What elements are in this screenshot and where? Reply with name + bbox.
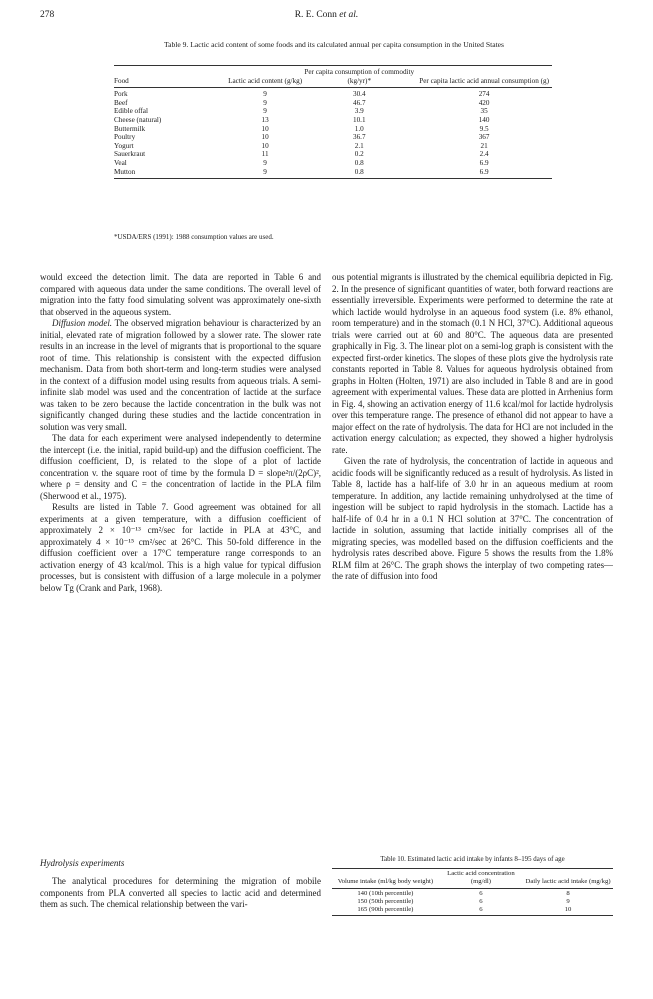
table-cell: 6 <box>479 898 483 906</box>
table-cell: 9 <box>263 98 267 107</box>
table-cell: 6 <box>439 906 523 916</box>
table-cell: 36.7 <box>352 133 366 142</box>
table-row <box>114 168 552 179</box>
paragraph: Given the rate of hydrolysis, the concentration of lactide in aqueous and acidic foods will be significantly reduced as a result of hydrolysis. As listed in Table 8, lactide has a half-life of 3.0 hr in an aqueous medium at room temperature. In addition, any lactide remaining unhydrolysed at the time of ingestion will be subject to rapid hydrolysis in the stomach. Lactide has a half-life of 0.4 hr in a 0.1 N HCl solution at 37°C. The concentration of lactide in solution, assuming that lactide initially comprises all of the migrating species, was modelled based on the diffusion coefficients and the hydrolysis rates described above. Figure 5 shows the results from the 1.8% RLM film at 26°C. The graph shows the interplay of two competing rates—the rate of diffusion into food <box>332 456 613 581</box>
left-column <box>40 272 321 594</box>
table-cell: 0.8 <box>302 168 416 179</box>
table-cell: 9 <box>263 107 267 116</box>
running-head: R. E. Conn et al. <box>294 10 359 20</box>
table-cell: 140 (10th percentile) <box>357 890 414 898</box>
table10 <box>332 868 613 916</box>
table-cell: 2.4 <box>479 150 489 159</box>
section-heading: Hydrolysis experiments <box>40 858 125 868</box>
table-cell: 150 (50th percentile) <box>357 898 414 906</box>
table10-header-volume: Volume intake (ml/kg body weight) <box>332 869 439 888</box>
table-cell: 2.1 <box>354 141 364 150</box>
table-row <box>114 159 552 168</box>
table9-header-commodity: Per capita consumption of commodity (kg/yr)* <box>302 66 416 87</box>
left-column-bottom <box>40 876 321 911</box>
table-cell: 140 <box>478 115 490 124</box>
table-row <box>332 889 613 899</box>
paragraph: ous potential migrants is illustrated by the chemical equilibria depicted in Fig. 2. In the presence of significant quantities of water, both forward reactions are essentially irreversible. Experiments were performed to determine the rate at which lactide would hydrolyse in an aqueous food system (i.e. 8% ethanol, room temperature) and in the stomach (0.1 N HCl, 37°C). Additional aqueous trials were carried out at 60 and 80°C. The aqueous data are presented graphically in Fig. 3. The linear plot on a semi-log graph is consistent with the expected first-order kinetics. The slopes of these plots give the hydrolysis rate constants reported in Table 8. Values for aqueous hydrolysis obtained from graphs in Holten (Holten, 1971) are also included in Table 8 and are in good agreement with experimental values. These data are plotted in Arrhenius form in Fig. 4, showing an activation energy of 11.6 kcal/mol for lactide hydrolysis over this temperature range. The presence of ethanol did not appear to have a major effect on the rate of hydrolysis. The data for HCl are not included in the activation energy calculation; as expected, they showed a higher hydrolysis rate. <box>332 272 613 455</box>
page-header <box>0 10 653 26</box>
paragraph: would exceed the detection limit. The data are reported in Table 6 and compared with aqueous data under the same conditions. The overall level of migration into the fatty food simulating solvent was approximately one-sixth that observed in the aqueous system. <box>40 272 321 317</box>
table-cell: 9.5 <box>479 124 489 133</box>
table10-header-daily: Daily lactic acid intake (mg/kg) <box>523 869 613 888</box>
table-cell: 1.0 <box>354 124 364 133</box>
table-cell: 274 <box>478 90 490 99</box>
table10-header-concentration: Lactic acid concentration (mg/dl) <box>439 869 523 888</box>
table-row <box>114 125 552 134</box>
right-column <box>332 272 613 583</box>
table-cell: Beef <box>114 98 128 107</box>
table-cell: Veal <box>114 158 127 167</box>
table-row <box>114 133 552 142</box>
paragraph-lead: Diffusion model. <box>52 318 113 328</box>
table-cell: Cheese (natural) <box>114 115 162 124</box>
table-row <box>114 150 552 159</box>
table-cell: 21 <box>480 141 488 150</box>
table-cell: 6.9 <box>479 158 489 167</box>
table-cell: Buttermilk <box>114 124 146 133</box>
table-cell: 8 <box>566 890 570 898</box>
table-cell: 10.1 <box>352 115 366 124</box>
paragraph: Results are listed in Table 7. Good agreement was obtained for all experiments at a given temperature, with a diffusion coefficient of approximately 2 × 10⁻¹³ cm²/sec for lactide in PLA at 43°C, and approximately 4 × 10⁻¹⁵ cm²/sec at 26°C. This 50-fold difference in the diffusion coefficient over a 17°C temperature range corresponds to an activation energy of 43 kcal/mol. This is a high value for typical diffusion processes, but is consistent with diffusion of a large molecule in a polymer below Tg (Crank and Park, 1968). <box>40 502 321 593</box>
table-cell: 30.4 <box>352 90 366 99</box>
paragraph: Diffusion model. The observed migration behaviour is characterized by an initial, elevated rate of migration followed by a slower rate. The slower rate results in an increase in the level of migrants that is proportional to the square root of time. This relationship is consistent with the expected diffusion mechanism. Data from both short-term and long-term studies were analysed in the context of a diffusion model using results from aqueous trials. A semi-infinite slab model was used and the concentration of lactide at the surface was taken to be zero because the lactide concentration in the bulk was not significantly changed during these studies and the lactide concentration in solution was very small. <box>40 318 321 432</box>
page-number: 278 <box>40 10 55 20</box>
table-cell: 6.9 <box>416 168 552 179</box>
table-cell: 420 <box>478 98 490 107</box>
table-cell: 10 <box>523 906 613 916</box>
table-row <box>332 906 613 916</box>
table-cell: 35 <box>480 107 488 116</box>
table9-caption: Table 9. Lactic acid content of some foods and its calculated annual per capita consumption in the United States <box>163 40 505 49</box>
table-row <box>114 88 552 99</box>
table-cell: Poultry <box>114 133 136 142</box>
table-row <box>332 898 613 906</box>
table9-header-annual: Per capita lactic acid annual consumption (g) <box>416 66 552 87</box>
table-cell: 11 <box>261 150 269 159</box>
table9 <box>114 65 552 179</box>
table9-header-content: Lactic acid content (g/kg) <box>228 66 302 87</box>
table-cell: 9 <box>228 168 302 179</box>
table-cell: 10 <box>261 124 269 133</box>
paragraph: The data for each experiment were analysed independently to determine the intercept (i.e. the initial, rapid build-up) and the diffusion coefficient. The diffusion coefficient, D, is related to the slope of a plot of lactide concentration v. the square root of time by the formula D = slope²π/(2ρC)², where ρ = density and C = the concentration of lactide in the PLA film (Sherwood et al., 1975). <box>40 433 321 501</box>
table-row <box>114 107 552 116</box>
table-cell: Sauerkraut <box>114 150 146 159</box>
table-cell: Edible offal <box>114 107 148 116</box>
table-cell: 46.7 <box>352 98 366 107</box>
table-cell: Yogurt <box>114 141 134 150</box>
table-cell: 0.8 <box>354 158 364 167</box>
table-cell: 9 <box>566 898 570 906</box>
table-cell: 0.2 <box>354 150 364 159</box>
table-cell: Mutton <box>114 168 228 179</box>
paragraph: The analytical procedures for determining the migration of mobile components from PLA converted all species to lactic acid and determined them as such. The chemical relationship between the vari- <box>40 876 321 909</box>
table-row <box>114 142 552 151</box>
table-cell: 10 <box>261 133 269 142</box>
table-cell: 9 <box>263 90 267 99</box>
table-cell: 6 <box>479 890 483 898</box>
table9-footnote: *USDA/ERS (1991): 1988 consumption values are used. <box>114 233 274 241</box>
table-cell: 9 <box>263 158 267 167</box>
table-row <box>114 99 552 108</box>
table-cell: 10 <box>261 141 269 150</box>
table9-header-food: Food <box>114 66 228 87</box>
table-cell: Pork <box>114 90 128 99</box>
table-row <box>114 116 552 125</box>
table-cell: 367 <box>478 133 490 142</box>
table-cell: 165 (90th percentile) <box>332 906 439 916</box>
table10-caption: Table 10. Estimated lactic acid intake by infants 8–195 days of age <box>380 856 565 863</box>
table-cell: 13 <box>261 115 269 124</box>
table-cell: 3.9 <box>354 107 364 116</box>
